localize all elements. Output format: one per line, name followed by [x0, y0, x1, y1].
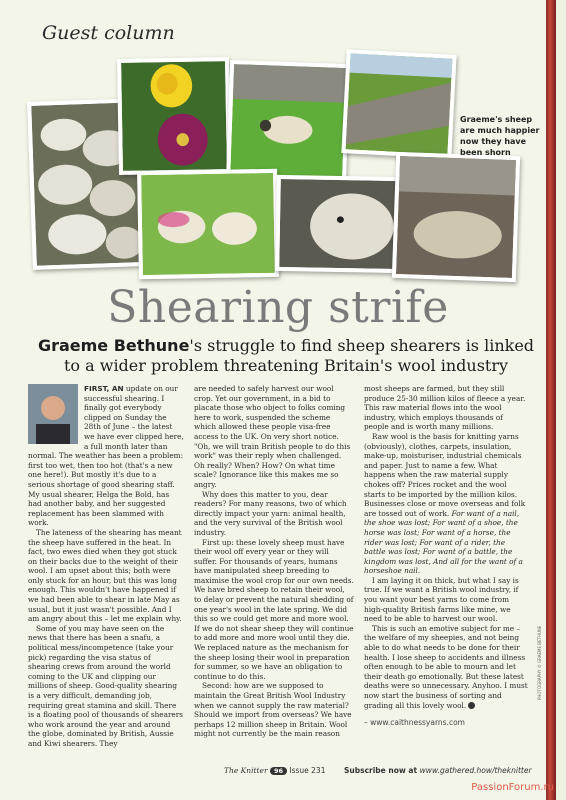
col3-para-4: This is such an emotive subject for me – the welfare of my sheepies, and not being able to do what needs to be done for their health. I lose sheep to accidents and illness often enough to be able to mourn and let their death go emotionally. But these latest deaths were so unnecessary. Anyhoo. I must now start the business of sorting and grading all this lovely wool. [364, 623, 528, 710]
col3-para-2: Raw wool is the basis for knitting yarns (obviously), clothes, carpets, insulation, make-up, moisturiser, industrial chemicals and paper. Just to name a few. What happens when the raw material supply chokes off? Prices rocket and the wool starts to be imported by the million kilos. Businesses close or move overseas and folk are tossed out of work. [364, 431, 526, 518]
article-column-3 [364, 384, 528, 728]
section-label: Guest column [42, 22, 175, 44]
subscribe-label: Subscribe now at [344, 766, 418, 775]
col3-para-1: most sheeps are farmed, but they still produce 25-30 million kilos of fleece a year. This raw material flows into the wool industry, which employs thousands of people and is worth many millions. [364, 384, 526, 432]
photo-sheep-closeup [275, 175, 401, 273]
page-number: 96 [270, 767, 287, 775]
col1-para-2: The lateness of the shearing has meant the sheep have suffered in the heat. In fact, two ewes died when they got stuck on their backs due to the weight of their wool. I am upset about this; both were only stuck for an hour, but this was long enough. This wouldn't have happened if we had been able to shear in late May as usual, but it just wasn't possible. And I am angry about this – let me explain why. [28, 527, 182, 624]
lead-in: FIRST, AN [84, 384, 124, 393]
photo-caption: Graeme's sheep are much happier now they have been shorn [460, 115, 540, 157]
footer-subscribe [344, 766, 532, 775]
watermark: PassionForum.ru [471, 782, 554, 793]
col2-para-1: are needed to safely harvest our wool crop. Yet our government, in a bid to placate those who object to folks coming here to work, suspended the scheme which allowed these people visa-free access to the UK. On very short notice. "Oh, we will train British people to do this work" was their reply when challenged. Oh really? When? How? On what time scale? Ignorance like this makes me so angry. [194, 384, 351, 489]
photo-yellow-rose [117, 57, 231, 175]
end-mark-icon [468, 702, 475, 709]
col2-para-2: Why does this matter to you, dear readers? For many reasons, two of which directly impact your yarn: animal health, and the very survival of the British wool industry. [194, 489, 347, 537]
col3-para-3: I am laying it on thick, but what I say is true. If we want a British wool industry, if you want your best yarns to come from high-quality British farms like mine, we need to be able to harvest our wool. [364, 575, 519, 624]
issue-number: Issue 231 [289, 766, 326, 775]
author-portrait [28, 384, 78, 444]
photo-credit: PHOTOGRAPHY © GRAEME BETHUNE [537, 625, 542, 700]
photo-stone-wall [341, 49, 456, 159]
photo-fleece-pile [392, 152, 520, 282]
headline: Shearing strife [107, 282, 449, 333]
col1-para-1: update on our successful shearing. I finally got everybody clipped on Sunday the 28th of June – the latest we have ever clipped here, a full month later than normal. The weather has been a problem: first too wet, then too hot (that's a new one here!). But mostly it's due to a serious shortage of good shearing staff. My usual shearer, Helga the Bold, has had another baby, and her suggested replacement has been slammed with work. [28, 384, 184, 528]
standfirst [36, 336, 536, 376]
photo-two-sheep [137, 169, 279, 279]
col2-para-3: First up: these lovely sheep must have their wool off every year or they will suffer. For thousands of years, humans have manipulated sheep breeding to maximise the wool crop for our own needs. We have bred sheep to retain their wool, to delay or prevent the natural shedding of one year's wool in the late spring. We did this so we could get more and more wool. If we do not shear sheep they will continue to add more and more wool until they die. We replaced nature as the mechanism for the sheep losing their wool in preparation for summer, so we have an obligation to continue to do this. [194, 537, 354, 681]
subscribe-link[interactable]: www.gathered.how/theknitter [419, 766, 532, 775]
col3-rhyme: For want of a nail, the shoe was lost; For want of a shoe, the horse was lost; For want of a horse, the rider was lost; For want of a rider, the battle was lost; For want of a battle, the kingdom was lost, And all for the want of a horseshoe nail. [364, 508, 523, 576]
article-column-2 [194, 384, 354, 739]
col1-para-3: Some of you may have seen on the news that there has been a snafu, a political mess/incompetence (take your pick) regarding the visa status of shearing crews from around the world coming to the UK and clipping our millions of sheep. Good-quality shearing is a very difficult, demanding job, requiring great stamina and skill. There is a floating pool of thousands of shearers who work around the year and around the globe, dominated by British, Aussie and Kiwi shearers. They [28, 623, 183, 748]
footer-magazine [224, 766, 325, 775]
col2-para-4: Second: how are we supposed to maintain the Great British Wool Industry when we cannot supply the raw material? Should we import from overseas? We have perhaps 12 million sheep in Britain. Wool might not currently be the main reason [194, 681, 352, 739]
magazine-name: The Knitter [224, 766, 268, 775]
standfirst-text: 's struggle to find sheep shearers is linked to a wider problem threatening Britain's wool industry [63, 336, 535, 375]
website-credit: – www.caithnessyarns.com [364, 718, 465, 728]
page-spine [546, 0, 556, 800]
article-column-1 [28, 384, 184, 749]
author-name: Graeme Bethune [37, 336, 190, 355]
